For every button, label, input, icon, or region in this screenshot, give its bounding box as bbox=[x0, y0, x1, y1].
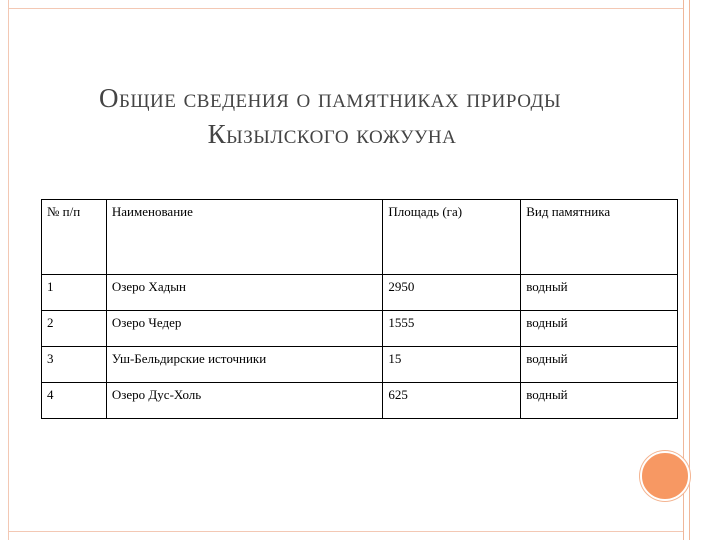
header-number: № п/п bbox=[42, 200, 107, 275]
decorative-orange-circle bbox=[640, 451, 690, 501]
cell-area: 2950 bbox=[383, 275, 521, 311]
cell-area: 15 bbox=[383, 347, 521, 383]
cell-number: 3 bbox=[42, 347, 107, 383]
cell-name: Озеро Чедер bbox=[106, 311, 383, 347]
table-row bbox=[42, 383, 678, 419]
cell-number: 1 bbox=[42, 275, 107, 311]
cell-name: Озеро Хадын bbox=[106, 275, 383, 311]
cell-type: водный bbox=[521, 311, 678, 347]
table-row bbox=[42, 311, 678, 347]
top-frame-border bbox=[8, 8, 683, 9]
header-type: Вид памятника bbox=[521, 200, 678, 275]
cell-area: 625 bbox=[383, 383, 521, 419]
right-frame-outer-line bbox=[689, 0, 690, 540]
cell-number: 4 bbox=[42, 383, 107, 419]
cell-type: водный bbox=[521, 347, 678, 383]
cell-number: 2 bbox=[42, 311, 107, 347]
left-frame-border bbox=[0, 0, 9, 540]
cell-name: Уш-Бельдирские источники bbox=[106, 347, 383, 383]
header-name: Наименование bbox=[106, 200, 383, 275]
cell-type: водный bbox=[521, 383, 678, 419]
table-header-row bbox=[42, 200, 678, 275]
slide-title-line2: Кызылского кожууна bbox=[207, 119, 457, 149]
header-area: Площадь (га) bbox=[383, 200, 521, 275]
cell-name: Озеро Дус-Холь bbox=[106, 383, 383, 419]
table-row bbox=[42, 347, 678, 383]
slide-title-line1: Общие сведения о памятниках природы bbox=[98, 83, 562, 113]
bottom-frame-border bbox=[8, 531, 683, 532]
table-row bbox=[42, 275, 678, 311]
cell-area: 1555 bbox=[383, 311, 521, 347]
cell-type: водный bbox=[521, 275, 678, 311]
monuments-table bbox=[41, 199, 678, 419]
